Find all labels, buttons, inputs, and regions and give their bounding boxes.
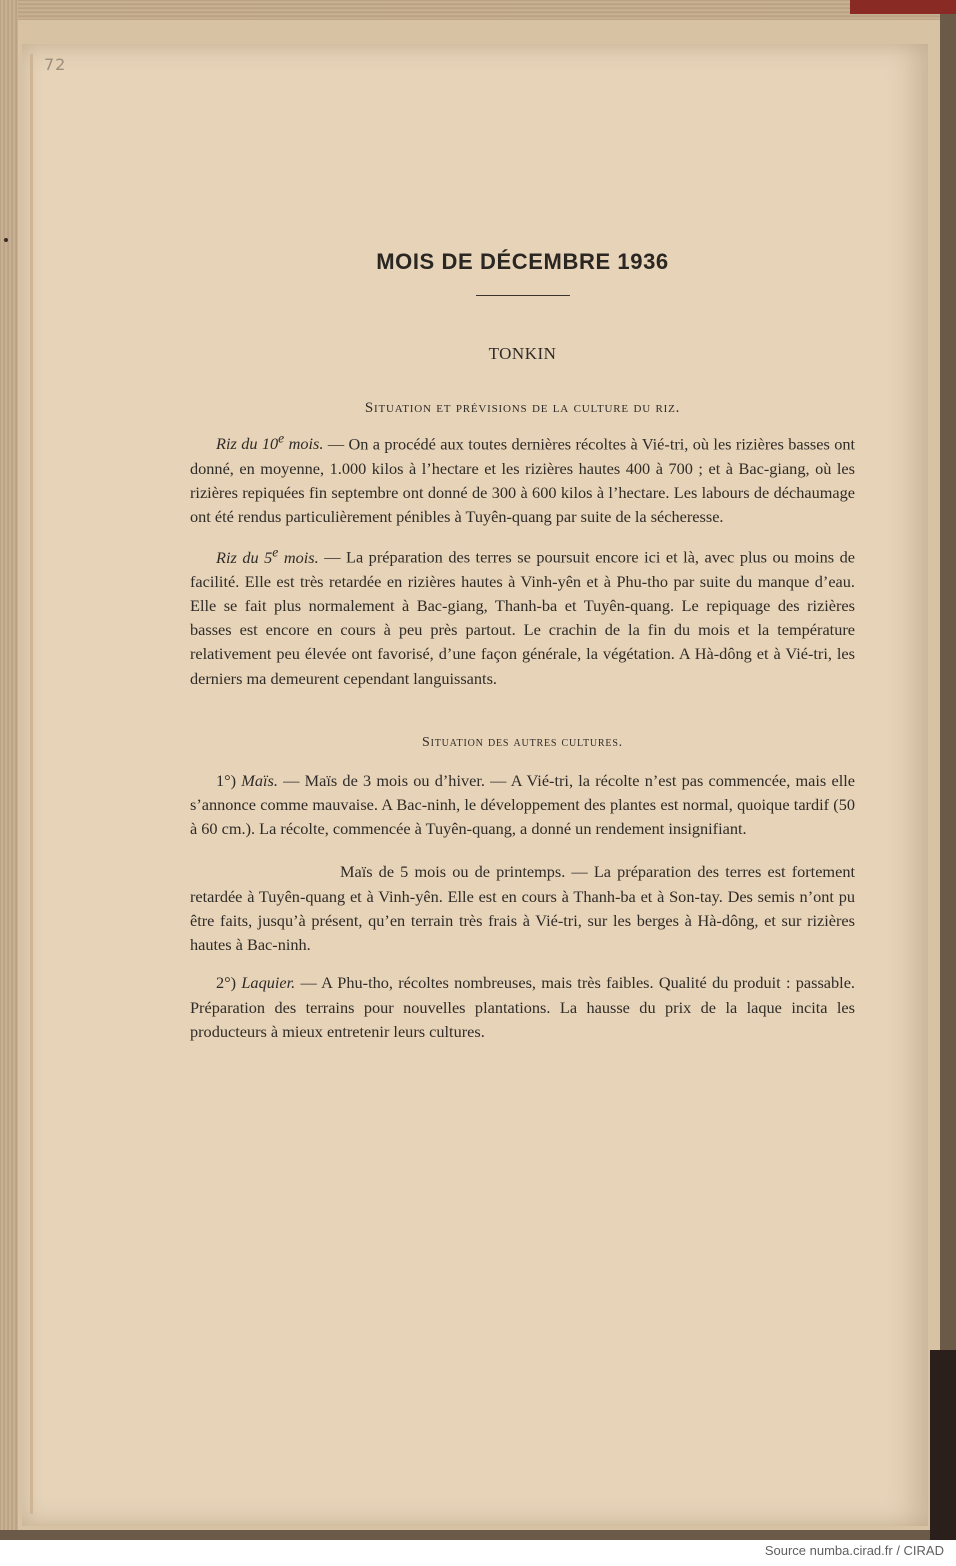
pencil-page-number: 72 [44, 55, 67, 74]
source-credit: Source numba.cirad.fr / CIRAD [764, 1543, 944, 1558]
paragraph-rice-5th-month: Riz du 5e mois. — La préparation des terres se poursuit encore ici et là, avec plus ou moins de facilité. Elle est très retardée en rizières hautes à Vinh-yên et à Phu-tho par suite du manque d’eau. Elle se fait plus normalement à Bac-giang, Thanh-ba et Tuyên-quang. Le repiquage des rizières basses est encore en cours à peu près partout. Le crachin de la fin du mois et la température relativement peu élevée ont favorisé, d’une façon générale, la végétation. A Hà-dông et à Vié-tri, les derniers ma demeurent cependant languissants. [190, 544, 856, 688]
book-spine-shadow [930, 1350, 956, 1540]
margin-mark [4, 238, 8, 242]
page-fold-line [30, 54, 33, 1514]
paragraph-lead: Maïs. [241, 770, 278, 790]
section-title-other-crops: Situation des autres cultures. [422, 734, 623, 750]
paragraph-maize-spring: Maïs de 5 mois ou de printemps. — La préparation des terres est fortement retardée à Tuyên-quang et à Vinh-yên. Elle est en cours à Thanh-ba et à Son-tay. Des semis n’ont pu être faits, jusqu’à présent, qu’en terrain très frais à Vié-tri, sur les berges à Hà-dông, et sur rizières hautes à Bac-ninh. [190, 862, 855, 955]
paragraph-lead: Riz du 5e mois. [216, 544, 319, 567]
section-title-rice: Situation et prévisions de la culture du riz. [364, 400, 681, 416]
paragraph-lacquer: 2°) Laquier. — A Phu-tho, récoltes nombreuses, mais très faibles. Qualité du produit : passable. Préparation des terrains pour nouvelles plantations. La hausse du prix de la laque incita les producteurs à mieux entretenir leurs cultures. [190, 973, 855, 1041]
title-divider [476, 295, 570, 296]
book-cover-edge [850, 0, 956, 14]
page-content [190, 240, 855, 1044]
paragraph-lead: Riz du 10e mois. [216, 431, 324, 454]
month-title: MOIS DE DÉCEMBRE 1936 [376, 249, 669, 274]
paragraph-maize: 1°) Maïs. — Maïs de 3 mois ou d’hiver. — A Vié-tri, la récolte n’est pas commencée, mais elle s’annonce comme mauvaise. A Bac-ninh, le développement des plantes est normal, quoique tardif (50 à 60 cm.). La récolte, commencée à Tuyên-quang, a donné un rendement insignifiant. [190, 770, 855, 839]
region-title: TONKIN [488, 344, 557, 363]
paragraph-rice-10th-month: Riz du 10e mois. — On a procédé aux toutes dernières récoltes à Vié-tri, où les rizières basses ont donné, en moyenne, 1.000 kilos à l’hectare et les rizières hautes 400 à 700 ; et à Bac-giang, où les rizières repiquées fin septembre ont donné de 300 à 600 kilos à l’hectare. Les labours de déchaumage ont été rendus particulièrement pénibles à Tuyên-quang par suite de la sécheresse. [190, 431, 855, 527]
paragraph-lead: Laquier. [241, 973, 296, 993]
